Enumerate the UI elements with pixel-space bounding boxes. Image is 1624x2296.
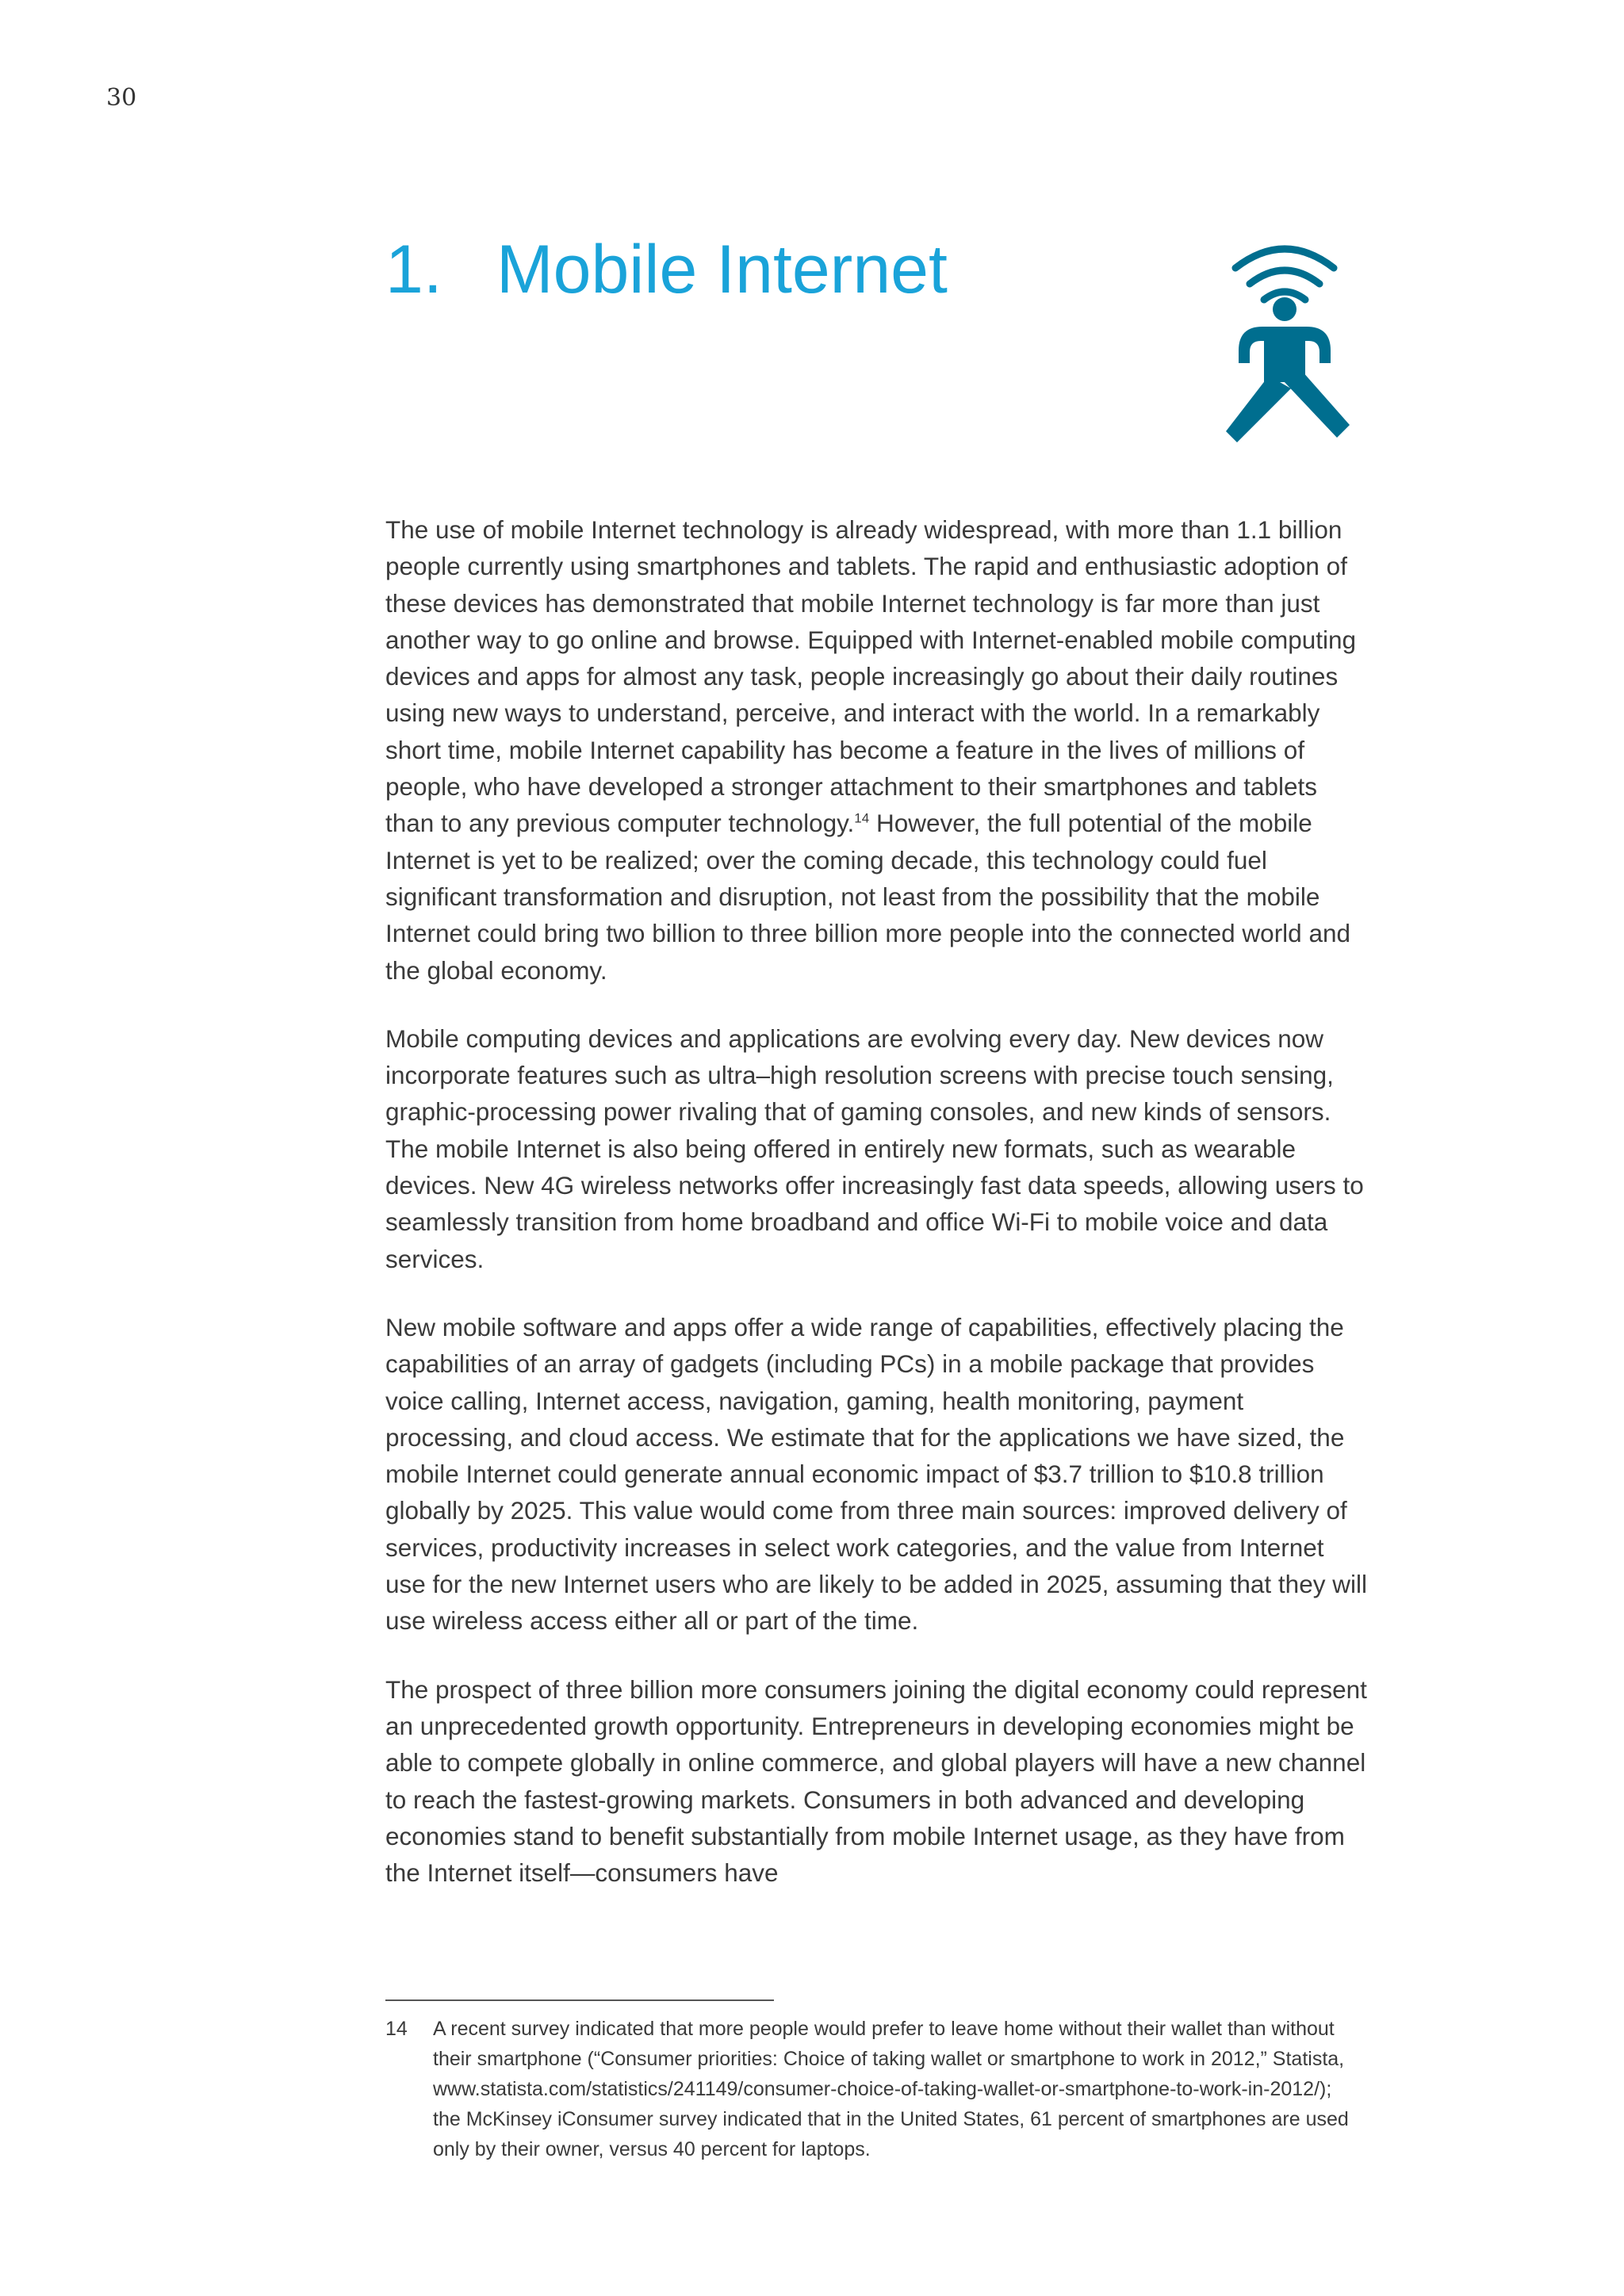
chapter-title: [385, 222, 948, 317]
footnote: [385, 2014, 1361, 2164]
mobile-internet-person-icon: [1213, 235, 1356, 449]
paragraph: The use of mobile Internet technology is already widespread, with more than 1.1 billion people currently using smartphones and tablets. The rapid and enthusiastic adoption of these devices has demonstrated that mobile Internet technology is far more than just another way to go online and browse. Equipped with Internet-enabled mobile computing devices and apps for almost any task, people increasingly go about their daily routines using new ways to understand, perceive, and interact with the world. In a remarkably short time, mobile Internet capability has become a feature in the lives of millions of people, who have developed a stronger attachment to their smartphones and tablets than to any previous computer technology.$^{14}$ However, the full potential of the mobile Internet is yet to be realized; over the coming decade, this technology could fuel significant transformation and disruption, not least from the possibility that the mobile Internet could bring two billion to three billion more people into the connected world and the global economy.: [385, 515, 1357, 985]
footnote-number: 14: [385, 2018, 408, 2040]
chapter-title-text: Mobile Internet: [496, 232, 948, 308]
paragraph: Mobile computing devices and applications are evolving every day. New devices now incorporate features such as ultra–high resolution screens with precise touch sensing, graphic-processing power rivaling that of gaming consoles, and new kinds of sensors. The mobile Internet is also being offered in entirely new formats, such as wearable devices. New 4G wireless networks offer increasingly fast data speeds, allowing users to seamlessly transition from home broadband and office Wi-Fi to mobile voice and data services.: [385, 1024, 1364, 1273]
body-text: [385, 511, 1369, 1923]
footnote-reference[interactable]: 14: [854, 810, 870, 826]
chapter-number: 1.: [385, 232, 442, 308]
paragraph: The prospect of three billion more consumers joining the digital economy could represent an unprecedented growth opportunity. Entrepreneurs in developing economies might be able to compete globally in online commerce, and global players will have a new channel to reach the fastest-growing markets. Consumers in both advanced and developing economies stand to benefit substantially from mobile Internet usage, as they have from the Internet itself—consumers have: [385, 1674, 1367, 1888]
page-number: 30: [106, 84, 137, 112]
footnote-divider: [385, 1999, 774, 2001]
footnote-text: A recent survey indicated that more people would prefer to leave home without their wallet than without their smartphone (“Consumer priorities: Choice of taking wallet or smartphone to work in 2012,” Statista, www.statista.com/statistics/241149/consumer-choice-of-taking-wallet-or-smartphone-to-work-in-2012/); the McKinsey iConsumer survey indicated that in the United States, 61 percent of smartphones are used only by their owner, versus 40 percent for laptops.: [433, 2018, 1349, 2160]
paragraph: New mobile software and apps offer a wide range of capabilities, effectively placing the capabilities of an array of gadgets (including PCs) in a mobile package that provides voice calling, Internet access, navigation, gaming, health monitoring, payment processing, and cloud access. We estimate that for the applications we have sized, the mobile Internet could generate annual economic impact of $3.7 trillion to $10.8 trillion globally by 2025. This value would come from three main sources: improved delivery of services, productivity increases in select work categories, and the value from Internet use for the new Internet users who are likely to be added in 2025, assuming that they will use wireless access either all or part of the time.: [385, 1312, 1367, 1636]
